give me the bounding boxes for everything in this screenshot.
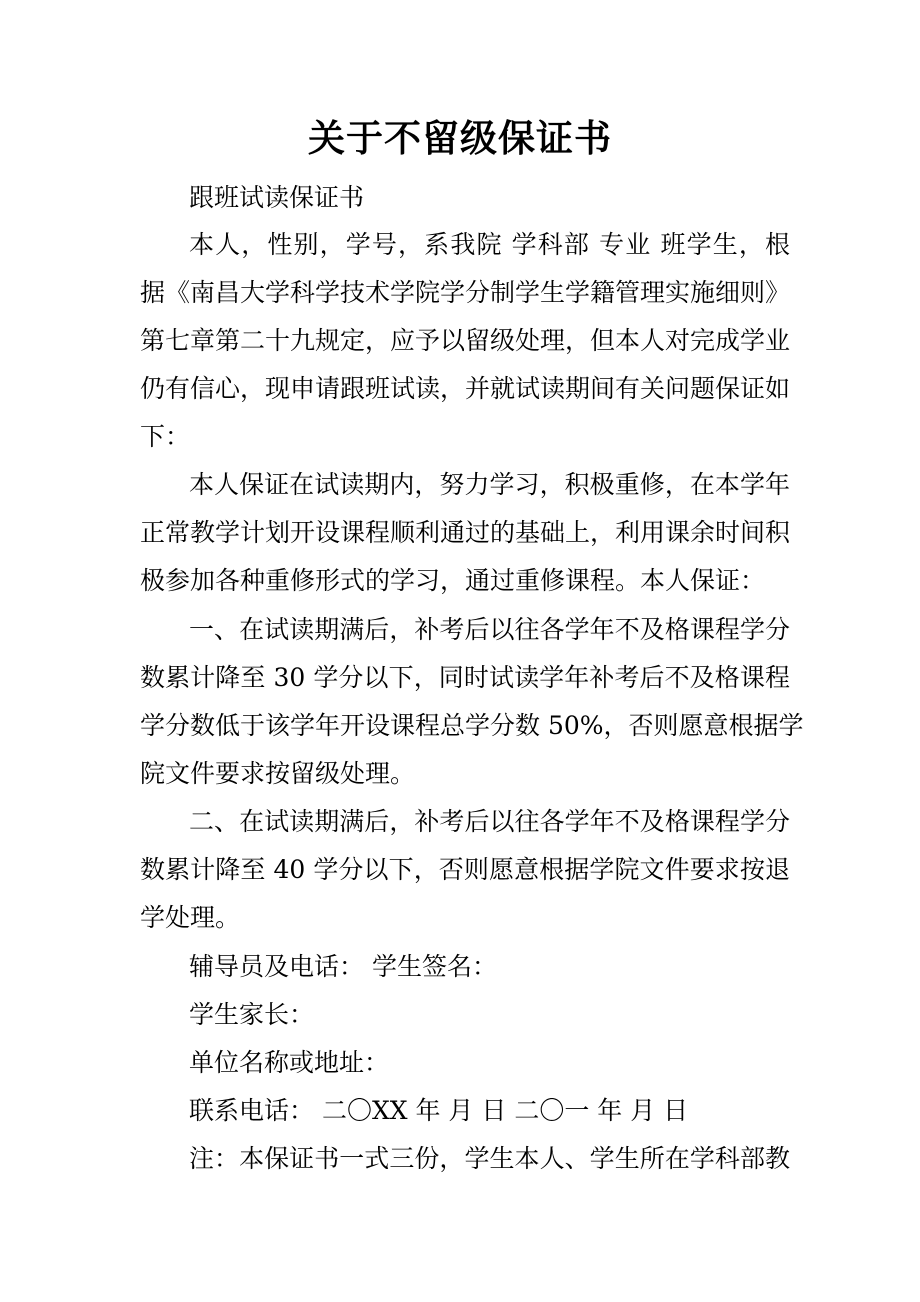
paragraph-line: 第七章第二十九规定，应予以留级处理，但本人对完成学业 [140, 326, 791, 355]
paragraph-line: 下： [140, 422, 191, 451]
paragraph-line: 学分数低于该学年开设课程总学分数 50%，否则愿意根据学 [140, 711, 804, 740]
paragraph-line: 数累计降至 30 学分以下，同时试读学年补考后不及格课程 [140, 663, 790, 692]
paragraph-line: 学处理。 [140, 903, 241, 932]
paragraph-line: 本人保证在试读期内，努力学习，积极重修，在本学年 [189, 470, 790, 499]
signature-line-counselor-student: 辅导员及电话： 学生签名： [189, 952, 497, 981]
signature-line-parent: 学生家长： [189, 1000, 315, 1029]
paragraph-line: 二、在试读期满后，补考后以往各学年不及格课程学分 [189, 807, 790, 836]
document-subtitle: 跟班试读保证书 [189, 183, 365, 212]
paragraph-line: 本人，性别，学号，系我院 学科部 专业 班学生，根 [189, 230, 790, 259]
document-title: 关于不留级保证书 [308, 116, 612, 160]
signature-line-address: 单位名称或地址： [189, 1048, 390, 1077]
paragraph-line: 极参加各种重修形式的学习，通过重修课程。本人保证： [140, 566, 766, 595]
note-line: 注：本保证书一式三份，学生本人、学生所在学科部教 [189, 1144, 790, 1173]
signature-line-phone-date: 联系电话： 二〇XX 年 月 日 二〇一 年 月 日 [189, 1096, 689, 1125]
paragraph-line: 仍有信心，现申请跟班试读，并就试读期间有关问题保证如 [140, 374, 791, 403]
paragraph-line: 一、在试读期满后，补考后以往各学年不及格课程学分 [189, 615, 790, 644]
paragraph-line: 院文件要求按留级处理。 [140, 759, 416, 788]
paragraph-line: 据《南昌大学科学技术学院学分制学生学籍管理实施细则》 [140, 278, 791, 307]
paragraph-line: 正常教学计划开设课程顺利通过的基础上，利用课余时间积 [140, 518, 791, 547]
paragraph-line: 数累计降至 40 学分以下，否则愿意根据学院文件要求按退 [140, 855, 790, 884]
